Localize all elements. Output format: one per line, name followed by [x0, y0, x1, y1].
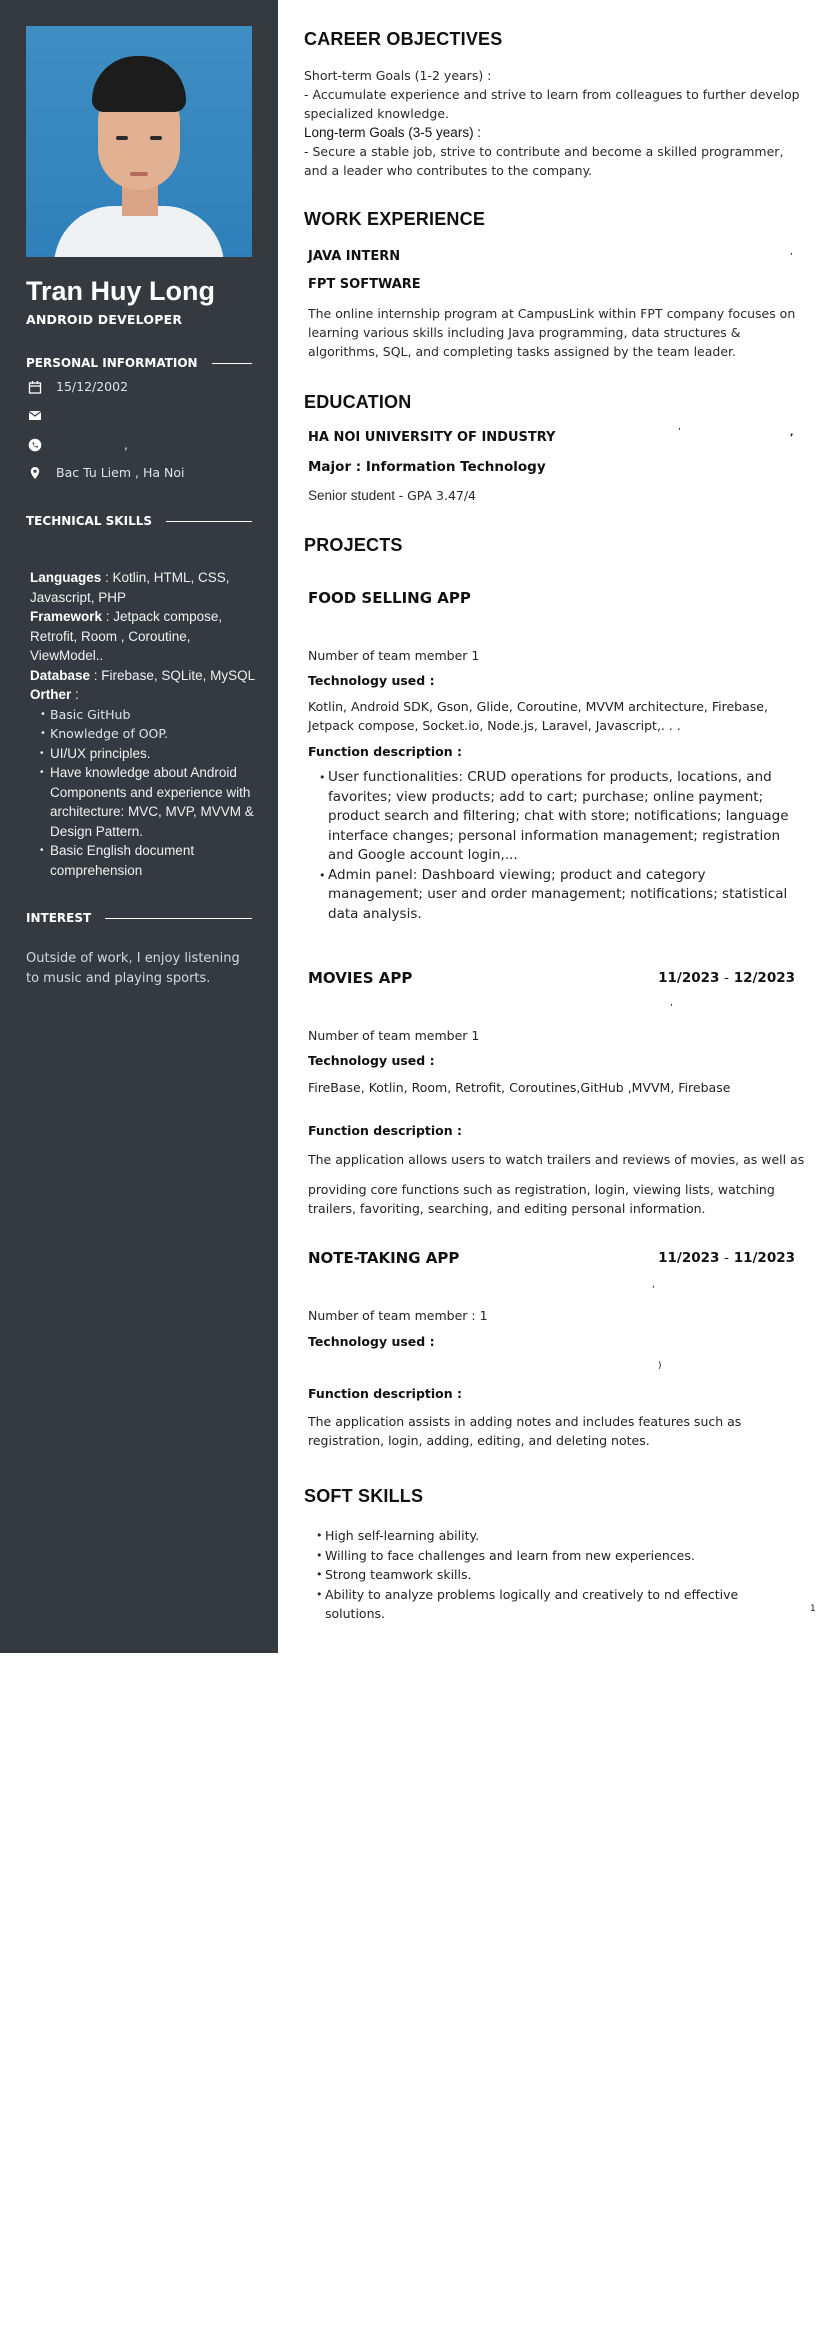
function-description-line-1: The application allows users to watch trailers and reviews of movies, as well as — [308, 1152, 805, 1167]
profile-photo — [26, 26, 252, 257]
long-term-label: Long-term Goals (3-5 years) : — [304, 125, 482, 140]
tech-label: Technology used : — [308, 1053, 435, 1068]
status-text: Senior student - — [308, 488, 408, 503]
address-row — [28, 465, 184, 480]
tech-label: Technology used : — [308, 1334, 435, 1349]
list-item: • Ability to analyze problems logically and creatively to nd effective solutions. — [325, 1585, 795, 1624]
team-members — [308, 646, 798, 665]
job-mark: , — [790, 247, 793, 257]
list-item: • Basic GitHub — [50, 705, 260, 725]
other-skills-list — [30, 705, 260, 881]
function-list — [328, 768, 802, 924]
team-label: Number of team member : — [308, 1308, 476, 1323]
function-description: The application assists in adding notes and includes features such as registration, login, adding, editing, and deleting notes. — [308, 1414, 742, 1448]
work-experience-heading: WORK EXPERIENCE — [304, 209, 486, 229]
phone-text[interactable]: , — [124, 437, 128, 452]
skill-label: Database — [30, 667, 91, 683]
team-label: Number of team member — [308, 648, 468, 663]
list-item: • UI/UX principles. — [50, 744, 260, 764]
projects-heading: PROJECTS — [304, 535, 403, 555]
email-row[interactable] — [28, 408, 56, 422]
technical-skills-heading — [26, 514, 252, 528]
list-item: • Have knowledge about Android Components and experience with architecture: MVC, MVP, MVVM & Design Pattern. — [50, 763, 260, 841]
career-objectives-heading: CAREER OBJECTIVES — [304, 29, 503, 49]
project-title: MOVIES APP — [308, 969, 413, 987]
function-label: Function description : — [308, 744, 462, 759]
list-item: • High self-learning ability. — [325, 1526, 795, 1546]
list-item: • Strong teamwork skills. — [325, 1565, 795, 1585]
list-item: • Admin panel: Dashboard viewing; product and category management; user and order management; notifications; statistical data analysis. — [328, 866, 802, 925]
function-label: Function description : — [308, 1386, 462, 1401]
skill-label: Languages — [30, 570, 102, 585]
list-item: • Knowledge of OOP. — [50, 724, 260, 744]
team-label: Number of team member — [308, 1028, 468, 1043]
project-date — [658, 1250, 795, 1266]
list-item: • Basic English document comprehension — [50, 841, 260, 880]
function-description-line-2: providing core functions such as registration, login, viewing lists, watching trailers, favoriting, searching, and editing personal information. — [308, 1182, 775, 1216]
team-count: 1 — [479, 1308, 488, 1323]
gpa-text: GPA 3.47/4 — [407, 488, 477, 503]
tech-mark: ) — [658, 1361, 662, 1371]
technical-skills-list — [30, 568, 260, 880]
job-description: The online internship program at CampusLink within FPT company focuses on learning various skills including Java programming, data structures & algorithms, SQL, and completing tasks assigned by the team leader. — [308, 306, 796, 359]
date-start: 11/2023 — [658, 1250, 720, 1266]
personal-info-heading — [26, 356, 252, 370]
date-separator: - — [724, 970, 729, 986]
calendar-icon — [28, 380, 42, 394]
sidebar — [0, 0, 278, 1653]
team-count: 1 — [471, 648, 480, 663]
list-item: • Willing to face challenges and learn from new experiences. — [325, 1546, 795, 1566]
profile-name: Tran Huy Long — [26, 276, 215, 306]
skill-value: : — [71, 687, 79, 702]
profile-role: ANDROID DEVELOPER — [26, 312, 183, 327]
skill-label: Orther — [30, 687, 72, 702]
interest-text: Outside of work, I enjoy listening to music and playing sports. — [26, 951, 240, 986]
divider — [105, 918, 252, 919]
address-text: Bac Tu Liem , Ha Noi — [56, 465, 185, 480]
interest-heading-text: INTEREST — [26, 911, 92, 925]
skill-value: : Jetpack compose, Retrofit, Room , Coroutine, ViewModel.. — [30, 609, 223, 663]
phone-icon — [28, 438, 42, 452]
location-pin-icon — [28, 466, 42, 480]
tech-used: FireBase, Kotlin, Room, Retrofit, Coroutines,GitHub ,MVVM, Firebase — [308, 1080, 731, 1095]
job-position: JAVA INTERN — [308, 249, 401, 264]
date-start: 11/2023 — [658, 970, 720, 986]
school-name: HA NOI UNIVERSITY OF INDUSTRY — [308, 430, 556, 445]
skill-value: : Firebase, SQLite, MySQL — [90, 667, 256, 683]
tech-label: Technology used : — [308, 673, 435, 688]
technical-skills-heading-text: TECHNICAL SKILLS — [26, 514, 152, 528]
company-name: FPT SOFTWARE — [308, 277, 421, 292]
soft-skills-heading: SOFT SKILLS — [304, 1486, 424, 1506]
short-term-label: Short-term Goals (1-2 years) : — [304, 68, 492, 83]
short-term-text: - Accumulate experience and strive to learn from colleagues to further develop specialized knowledge. — [304, 87, 800, 121]
skill-value: : Kotlin, HTML, CSS, Javascript, PHP — [30, 570, 230, 605]
school-mark: , — [678, 422, 681, 432]
mail-icon — [28, 408, 42, 422]
skill-languages — [30, 568, 260, 607]
education-heading: EDUCATION — [304, 392, 412, 412]
divider — [212, 363, 252, 364]
soft-skills-list — [325, 1526, 795, 1624]
team-count: 1 — [471, 1028, 480, 1043]
function-label: Function description : — [308, 1123, 462, 1138]
date-mark: , — [670, 998, 673, 1008]
soft-skills-mark: 1 — [810, 1604, 816, 1614]
date-end: 11/2023 — [733, 1250, 795, 1266]
list-item: • User functionalities: CRUD operations for products, locations, and favorites; view products; add to cart; purchase; online payment; product search and filtering; chat with store; notifications; language interface changes; personal information management; registration and Google account login,... — [328, 768, 802, 866]
dob-text: 15/12/2002 — [56, 379, 129, 394]
date-mark: , — [652, 1280, 655, 1290]
date-end: 12/2023 — [733, 970, 795, 986]
school-mark: , — [790, 428, 794, 438]
education-status — [308, 486, 476, 505]
project-title: NOTE-TAKING APP — [308, 1249, 460, 1267]
tech-used: Kotlin, Android SDK, Gson, Glide, Coroutine, MVVM architecture, Firebase, Jetpack compose, Socket.io, Node.js, Laravel, Javascript,. . . — [308, 699, 768, 733]
career-objectives — [304, 66, 804, 180]
interest-heading — [26, 911, 252, 925]
long-term-text: - Secure a stable job, strive to contribute and become a skilled programmer, and a leader who contributes to the company. — [304, 144, 784, 178]
phone-row[interactable] — [28, 437, 128, 452]
dob-row — [28, 379, 128, 394]
personal-info-heading-text: PERSONAL INFORMATION — [26, 356, 198, 370]
date-separator: - — [724, 1250, 729, 1266]
project-date — [658, 970, 795, 986]
major: Major : Information Technology — [308, 459, 546, 475]
skill-framework — [30, 607, 260, 666]
skill-label: Framework — [30, 609, 103, 624]
skill-other — [30, 685, 260, 705]
team-members — [308, 1306, 798, 1325]
project-title: FOOD SELLING APP — [308, 589, 471, 607]
team-members — [308, 1026, 798, 1045]
divider — [166, 521, 252, 522]
skill-database — [30, 666, 260, 686]
